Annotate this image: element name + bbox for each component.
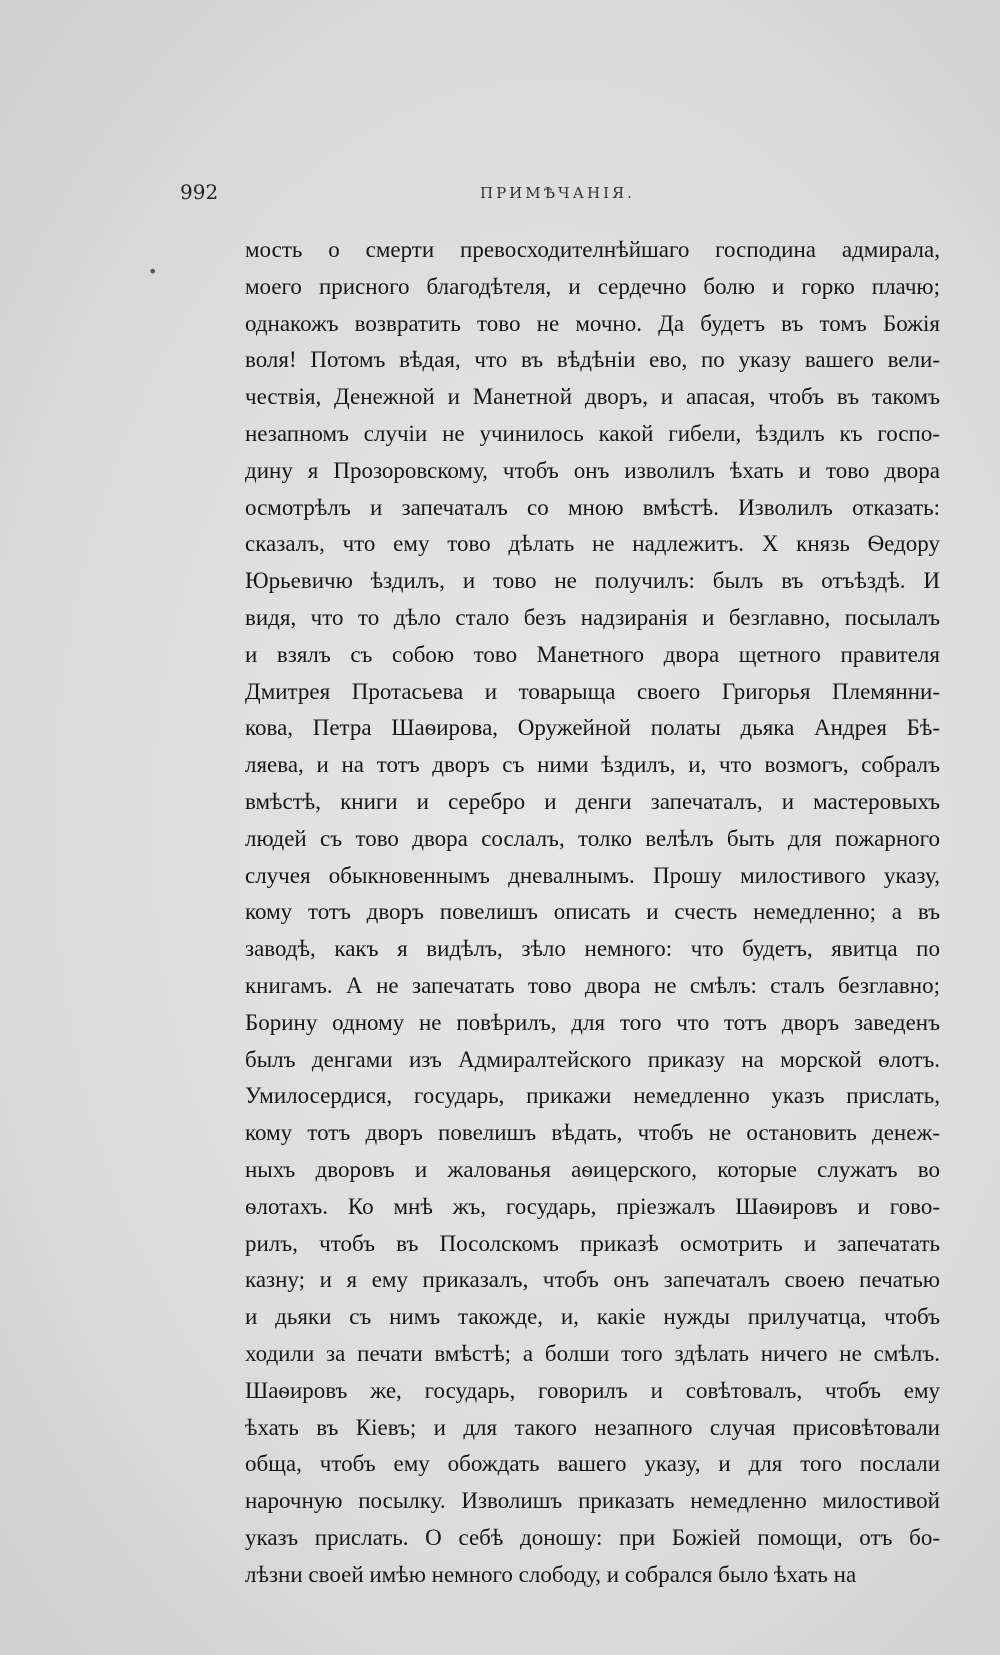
text-line: мость о смерти превосходителнѣйшаго господина адмирала,: [245, 237, 940, 262]
text-line: Умилосердися, государь, прикажи немедленно указъ прислать,: [245, 1083, 940, 1109]
text-line: кова, Петра Шаѳирова, Оружейной полаты дьяка Андрея Бѣ-: [245, 715, 940, 741]
text-line: осмотрѣлъ и запечаталъ со мною вмѣстѣ. Изволилъ отказать:: [245, 494, 940, 520]
text-line: былъ денгами изъ Адмиралтейского приказу на морской ѳлотъ.: [245, 1046, 940, 1072]
text-line: заводѣ, какъ я видѣлъ, зѣло немного: что будетъ, явитца по: [245, 936, 940, 962]
running-head: ПРИМѢЧАНІЯ.: [480, 184, 635, 202]
text-line: ходили за печати вмѣстѣ; а болши того здѣлать ничего не смѣлъ.: [245, 1340, 940, 1366]
page-number: 992: [180, 180, 219, 204]
body-text: [245, 232, 940, 1593]
text-line: Шаѳировъ же, государь, говорилъ и совѣтовалъ, чтобъ ему: [245, 1377, 940, 1403]
text-line: лѣзни своей имѣю немного слободу, и собрался было ѣхать на: [245, 1561, 857, 1587]
text-line: Борину одному не повѣрилъ, для того что тотъ дворъ заведенъ: [245, 1009, 940, 1035]
text-line: моего присного благодѣтеля, и сердечно болю и горко плачю;: [245, 273, 940, 299]
page-header: [180, 180, 960, 210]
text-line: незапномъ случіи не учинилось какой гибели, ѣздилъ къ госпо-: [245, 420, 940, 446]
text-line: Юрьевичю ѣздилъ, и тово не получилъ: былъ въ отъѣздѣ. И: [245, 568, 940, 594]
text-line: рилъ, чтобъ въ Посолскомъ приказѣ осмотрить и запечатать: [245, 1230, 940, 1256]
text-line: книгамъ. А не запечатать тово двора не смѣлъ: сталъ безглавно;: [245, 972, 940, 998]
text-line: однакожъ возвратить тово не мочно. Да будетъ въ томъ Божія: [245, 310, 940, 336]
text-line: и взялъ съ собою тово Манетного двора щетного правителя: [245, 641, 940, 667]
text-line: дину я Прозоровскому, чтобъ онъ изволилъ ѣхать и тово двора: [245, 457, 940, 483]
text-line: воля! Потомъ вѣдая, что въ вѣдѣніи ево, по указу вашего вели-: [245, 347, 940, 373]
text-line: Дмитрея Протасьева и товарыща своего Григорья Племянни-: [245, 678, 940, 704]
text-line: и дьяки съ нимъ такожде, и, какіе нужды прилучатца, чтобъ: [245, 1304, 940, 1330]
margin-dot: •: [148, 262, 158, 281]
text-line: случея обыкновеннымъ дневалнымъ. Прошу милостивого указу,: [245, 862, 940, 888]
text-line: видя, что то дѣло стало безъ надзиранія и безглавно, посылалъ: [245, 604, 940, 630]
text-line: ѳлотахъ. Ко мнѣ жъ, государь, пріезжалъ Шаѳировъ и гово-: [245, 1193, 940, 1219]
text-line: нарочную посылку. Изволишъ приказать немедленно милостивой: [245, 1488, 940, 1514]
text-line: чествія, Денежной и Манетной дворъ, и апасая, чтобъ въ такомъ: [245, 384, 940, 410]
text-line: обща, чтобъ ему обождать вашего указу, и для того послали: [245, 1451, 940, 1477]
text-line: сказалъ, что ему тово дѣлать не надлежитъ. Х князь Ѳедору: [245, 531, 940, 557]
text-line: вмѣстѣ, книги и серебро и денги запечаталъ, и мастеровыхъ: [245, 788, 940, 814]
text-line: ныхъ дворовъ и жалованья аѳицерского, которые служатъ во: [245, 1156, 940, 1182]
text-line: людей съ тово двора сослалъ, толко велѣлъ быть для пожарного: [245, 825, 940, 851]
text-line: кому тотъ дворъ повелишъ описать и счесть немедленно; а въ: [245, 899, 940, 925]
text-line: казну; и я ему приказалъ, чтобъ онъ запечаталъ своею печатью: [245, 1267, 940, 1293]
text-line: указъ прислать. О себѣ доношу: при Божіей помощи, отъ бо-: [245, 1524, 940, 1550]
text-line: ляева, и на тотъ дворъ съ ними ѣздилъ, и, что возмогъ, собралъ: [245, 752, 940, 778]
text-line: кому тотъ дворъ повелишъ вѣдать, чтобъ не остановить денеж-: [245, 1120, 940, 1146]
text-line: ѣхать въ Кіевъ; и для такого незапного случая присовѣтовали: [245, 1414, 940, 1440]
